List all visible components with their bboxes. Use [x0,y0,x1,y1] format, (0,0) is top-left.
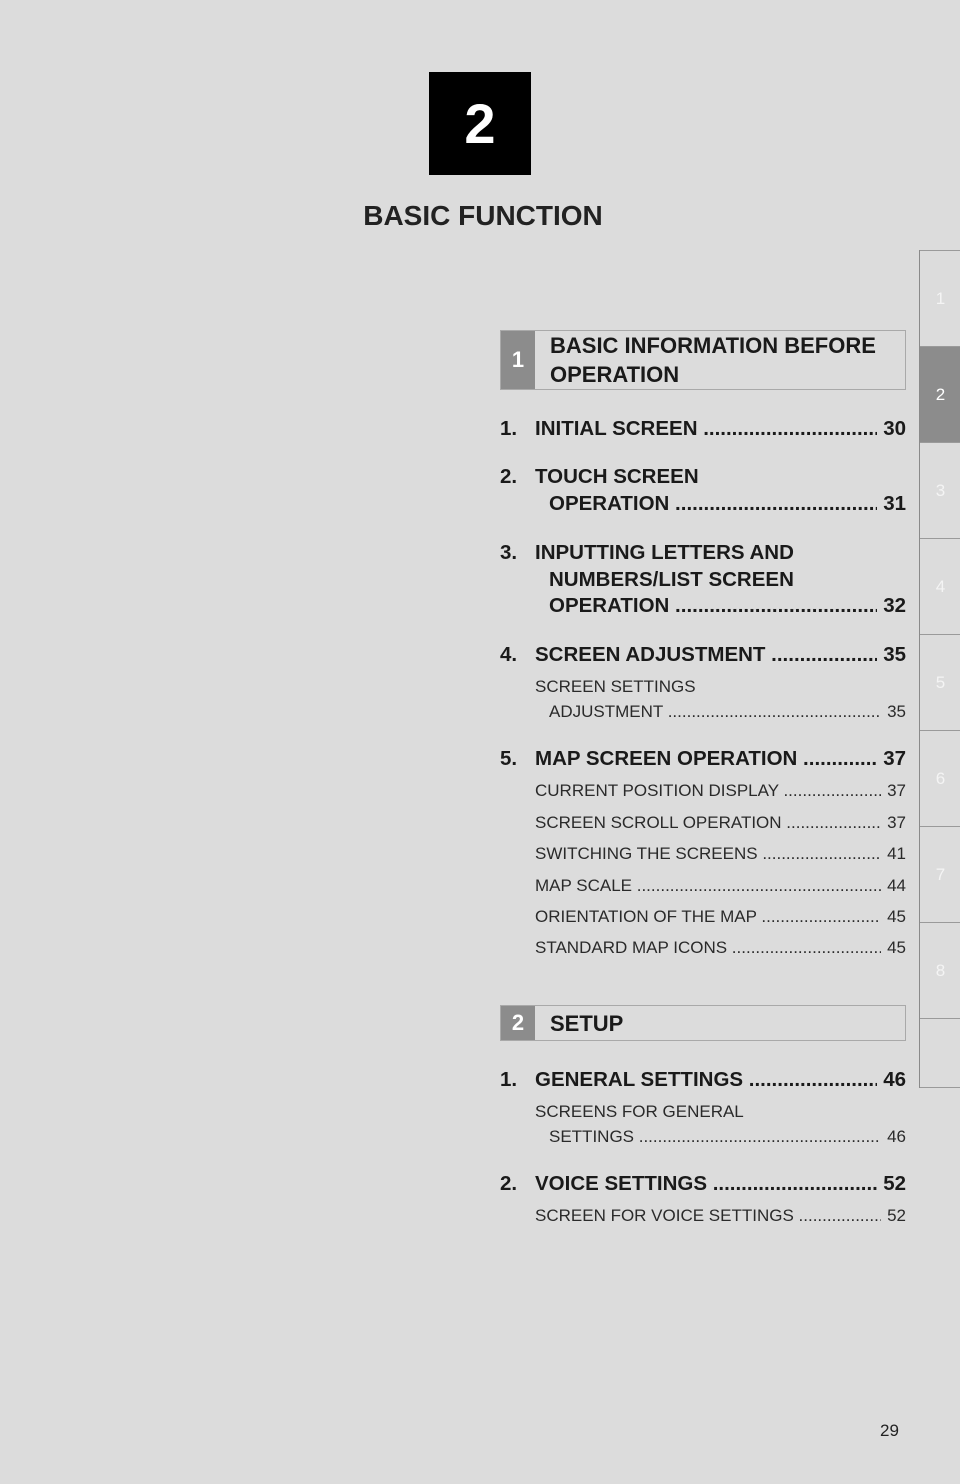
toc-subentry-title: CURRENT POSITION DISPLAY [535,781,779,800]
toc-entry-touch-screen-operation[interactable] [500,464,906,517]
toc-entry-title: INITIAL SCREEN [535,417,698,440]
toc-subentry-page: 37 [887,781,906,800]
chapter-number-box [429,72,531,175]
side-tab-label: 6 [935,768,946,788]
toc-entry-title: GENERAL SETTINGS [535,1068,744,1091]
side-tab-7[interactable] [920,826,960,922]
side-tab-8[interactable] [920,922,960,1018]
toc-entry-number: 5. [500,747,518,770]
side-tab-2[interactable] [920,346,960,442]
toc-entry-title: OPERATION [549,491,670,515]
toc-subentry-page: 41 [887,844,906,863]
side-tab-label: 5 [935,672,946,692]
toc-entry-page: 46 [883,1068,906,1091]
toc-subentry-title: SCREEN SETTINGS [535,677,696,696]
side-tab-label: 7 [935,864,946,884]
toc-subentry-current-position-display[interactable] [535,779,906,804]
section-header-basic-information [500,330,906,390]
toc-subentry-switching-the-screens[interactable] [535,842,906,867]
toc-entry-title: SCREEN ADJUSTMENT [535,643,766,666]
section-title-line: BASIC INFORMATION BEFORE [550,333,876,358]
toc-subentry-title: SCREEN FOR VOICE SETTINGS [535,1206,794,1225]
toc-subentry-title: SETTINGS [549,1126,635,1146]
toc-entry-number: 2. [500,465,518,488]
toc-subentry-page: 35 [887,701,906,721]
toc-entry-number: 1. [500,417,518,440]
toc-entry-page: 37 [883,747,906,770]
side-tab-label: 1 [935,288,946,308]
toc-subentry-orientation-of-the-map[interactable] [535,905,906,930]
section-number: 1 [501,331,535,389]
section-title-line: OPERATION [550,362,680,387]
page-number: 29 [880,1421,899,1440]
toc-entry-voice-settings[interactable] [500,1171,906,1198]
toc-subentry-page: 46 [887,1126,906,1146]
toc-subentry-title: SCREEN SCROLL OPERATION [535,813,782,832]
toc-subentry-page: 44 [887,876,906,895]
side-tab-5[interactable] [920,634,960,730]
toc-subentry-title: STANDARD MAP ICONS [535,938,728,957]
toc-subentry-screens-for-general-settings[interactable] [535,1100,906,1149]
side-tab-blank [920,1018,960,1088]
toc-subentry-page: 45 [887,907,906,926]
section-title [535,331,876,389]
toc-subentry-title: SCREENS FOR GENERAL [535,1102,744,1121]
side-tab-label: 2 [935,384,946,404]
toc-subentry-screen-scroll-operation[interactable] [535,811,906,836]
section-number: 2 [501,1006,535,1040]
toc-entry-number: 1. [500,1068,518,1091]
toc-subentry-title: ADJUSTMENT [549,701,663,721]
toc-entry-page: 30 [883,417,906,440]
chapter-number: 2 [464,92,496,155]
toc-subentry-page: 45 [887,938,906,957]
side-tab-1[interactable] [920,250,960,346]
toc-entry-title: INPUTTING LETTERS AND [535,541,794,564]
toc-subentry-title: ORIENTATION OF THE MAP [535,907,757,926]
toc-entry-title: VOICE SETTINGS [535,1172,707,1195]
toc-subentry-map-scale[interactable] [535,874,906,899]
toc-subentry-title: MAP SCALE [535,876,633,895]
side-tab-6[interactable] [920,730,960,826]
toc-entry-page: 52 [883,1172,906,1195]
toc-entry-general-settings[interactable] [500,1067,906,1094]
toc-entry-map-screen-operation[interactable] [500,746,906,773]
side-tab-label: 3 [935,480,946,500]
toc-subentry-page: 37 [887,813,906,832]
side-tab-label: 4 [935,576,946,596]
toc-entry-title: MAP SCREEN OPERATION [535,747,798,770]
toc-entry-page: 32 [883,594,906,617]
toc-entry-number: 2. [500,1172,518,1195]
toc-entry-number: 3. [500,541,518,564]
toc-entry-page: 31 [883,491,906,515]
toc-subentry-standard-map-icons[interactable] [535,936,906,961]
section-title: SETUP [550,1010,624,1036]
toc-subentry-title: SWITCHING THE SCREENS [535,844,758,863]
toc-entry-initial-screen[interactable] [500,416,906,443]
toc-subentry-screen-for-voice-settings[interactable] [535,1204,906,1229]
toc-entry-page: 35 [883,643,906,666]
toc-entry-title: OPERATION [549,594,670,617]
toc-entry-inputting-letters[interactable] [500,540,906,620]
toc-entry-title: TOUCH SCREEN [535,465,699,488]
chapter-title: BASIC FUNCTION [363,200,603,231]
toc-entry-screen-adjustment[interactable] [500,642,906,669]
toc-subentry-screen-settings-adjustment[interactable] [535,675,906,724]
side-tab-4[interactable] [920,538,960,634]
toc-entry-number: 4. [500,643,518,666]
side-tab-3[interactable] [920,442,960,538]
side-tab-label: 8 [935,960,946,980]
section-header-setup [500,1005,906,1041]
toc-subentry-page: 52 [887,1206,906,1225]
toc-entry-title: NUMBERS/LIST SCREEN [549,567,794,591]
chapter-side-tabs [919,250,960,1088]
